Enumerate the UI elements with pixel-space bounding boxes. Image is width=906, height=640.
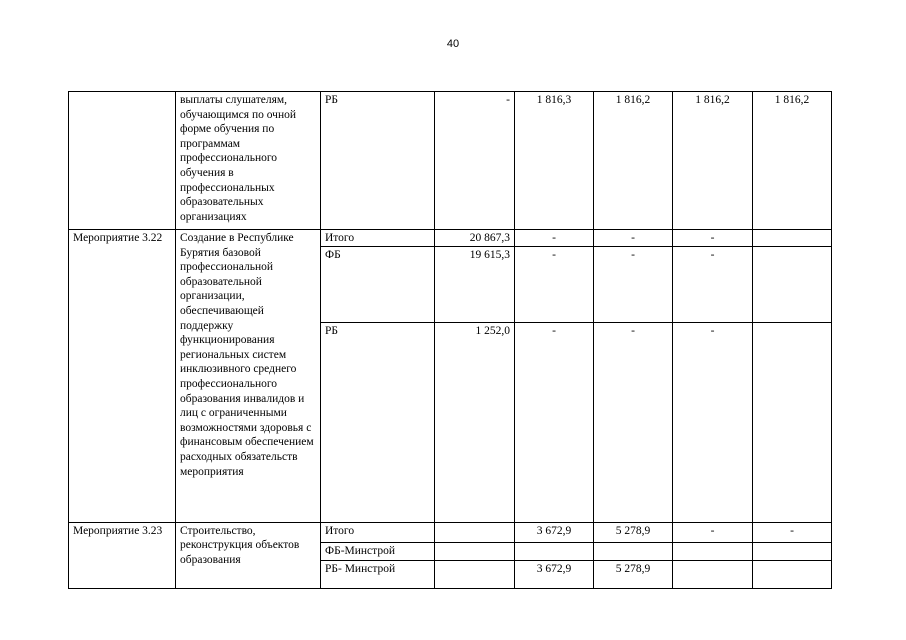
value-cell <box>673 560 753 588</box>
value-cell: 1 816,2 <box>753 92 832 230</box>
measure-code-cell <box>69 92 176 230</box>
funding-source-cell: Итого <box>321 230 435 247</box>
value-cell <box>594 542 673 560</box>
value-cell: - <box>673 522 753 542</box>
value-cell: 20 867,3 <box>435 230 515 247</box>
measure-name-cell: Создание в Республике Бурятия базовой профессиональной образовательной организации, обеспечивающей поддержку функционирования региональных систем инклюзивного среднего профессионального образования инвалидов и лиц с ограниченными возможностями здоровья с финансовым обеспечением расходных обязательств мероприятия <box>176 230 321 523</box>
value-cell: 5 278,9 <box>594 522 673 542</box>
funding-source-cell: РБ <box>321 92 435 230</box>
value-cell: 19 615,3 <box>435 246 515 322</box>
value-cell: - <box>753 522 832 542</box>
value-cell: 1 252,0 <box>435 322 515 522</box>
budget-table <box>68 91 832 589</box>
value-cell <box>435 542 515 560</box>
value-cell: - <box>515 322 594 522</box>
funding-source-cell: ФБ-Минстрой <box>321 542 435 560</box>
table-row <box>69 92 832 230</box>
value-cell: 3 672,9 <box>515 560 594 588</box>
value-cell: 5 278,9 <box>594 560 673 588</box>
funding-source-cell: Итого <box>321 522 435 542</box>
value-cell: - <box>435 92 515 230</box>
value-cell: - <box>673 246 753 322</box>
measure-code-cell: Мероприятие 3.22 <box>69 230 176 523</box>
value-cell: - <box>594 246 673 322</box>
measure-name-cell: выплаты слушателям, обучающимся по очной форме обучения по программам профессионального обучения в профессиональных образовательных организациях <box>176 92 321 230</box>
measure-name-cell: Строительство, реконструкция объектов образования <box>176 522 321 588</box>
value-cell <box>435 522 515 542</box>
funding-source-cell: РБ <box>321 322 435 522</box>
value-cell <box>753 246 832 322</box>
funding-source-cell: РБ- Минстрой <box>321 560 435 588</box>
value-cell: - <box>594 230 673 247</box>
value-cell <box>753 230 832 247</box>
measure-code-cell: Мероприятие 3.23 <box>69 522 176 588</box>
page-number: 40 <box>446 38 460 50</box>
value-cell <box>753 560 832 588</box>
value-cell <box>515 542 594 560</box>
funding-source-cell: ФБ <box>321 246 435 322</box>
value-cell: 1 816,3 <box>515 92 594 230</box>
value-cell: 3 672,9 <box>515 522 594 542</box>
value-cell <box>435 560 515 588</box>
value-cell <box>753 322 832 522</box>
value-cell: - <box>673 230 753 247</box>
value-cell: 1 816,2 <box>673 92 753 230</box>
value-cell <box>673 542 753 560</box>
table-row <box>69 230 832 247</box>
value-cell <box>753 542 832 560</box>
value-cell: - <box>594 322 673 522</box>
value-cell: - <box>515 230 594 247</box>
value-cell: - <box>515 246 594 322</box>
value-cell: 1 816,2 <box>594 92 673 230</box>
table-row <box>69 522 832 542</box>
value-cell: - <box>673 322 753 522</box>
